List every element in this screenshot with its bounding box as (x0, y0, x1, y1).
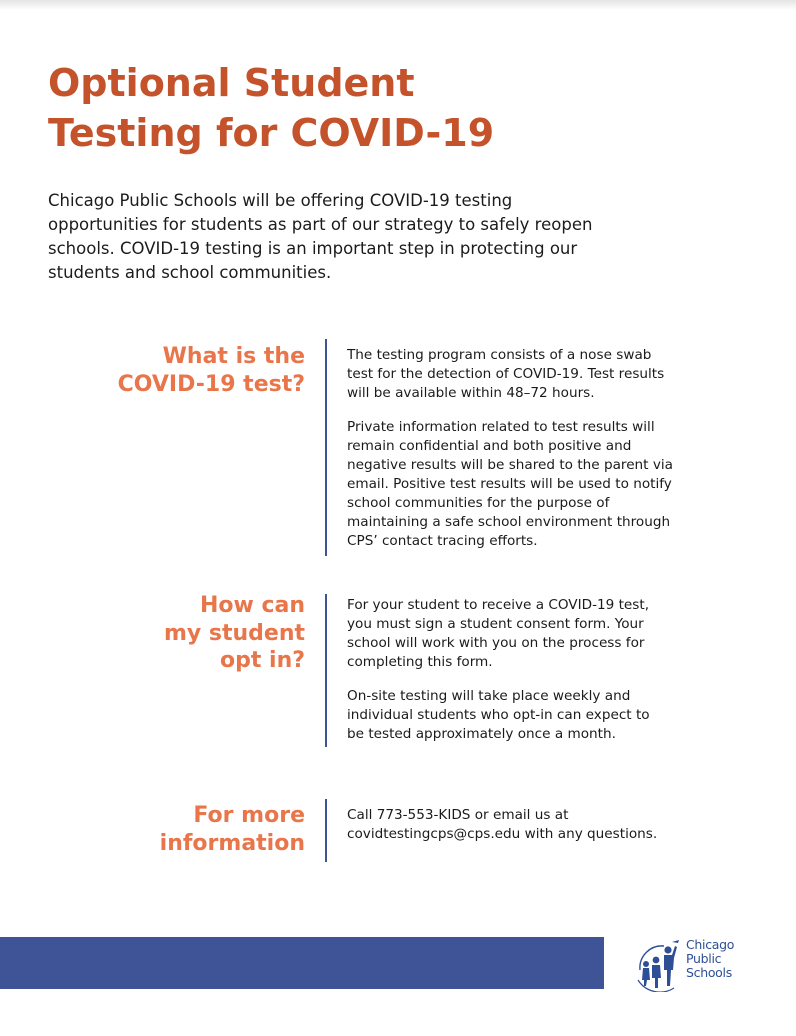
text-line: school communities for the purpose of (347, 495, 610, 511)
cps-logo-wordmark (686, 938, 766, 980)
cps-logo-line: Chicago (686, 937, 735, 952)
text-line: Call 773-553-KIDS or email us at (347, 807, 569, 823)
section-paragraph (347, 418, 747, 551)
text-line: The testing program consists of a nose swab (347, 347, 652, 363)
section-paragraph (347, 346, 747, 403)
text-line: you must sign a student consent form. Your (347, 616, 644, 632)
cps-logo-line: Public (686, 951, 722, 966)
section-heading (45, 343, 305, 398)
cps-logo-figures-icon (634, 936, 686, 992)
text-line: email. Positive test results will be used to notify (347, 476, 672, 492)
text-line: be tested approximately once a month. (347, 726, 616, 742)
top-edge-shadow (0, 0, 796, 10)
cps-logo-line: Schools (686, 965, 732, 980)
section-paragraph (347, 806, 747, 844)
text-line: maintaining a safe school environment through (347, 514, 671, 530)
intro-line: schools. COVID-19 testing is an important step in protecting our (48, 239, 578, 258)
section-body (347, 596, 747, 759)
section-heading-line: What is the (162, 344, 305, 369)
text-line: Private information related to test results will (347, 419, 655, 435)
section-divider (325, 339, 327, 556)
section-paragraph (347, 596, 747, 672)
page-title-line-2: Testing for COVID-19 (48, 111, 495, 155)
section-divider (325, 799, 327, 862)
text-line: individual students who opt-in can expect to (347, 707, 650, 723)
text-line: covidtestingcps@cps.edu with any questions. (347, 826, 658, 842)
text-line: CPS’ contact tracing efforts. (347, 533, 538, 549)
section-body (347, 806, 747, 859)
intro-line: opportunities for students as part of our strategy to safely reopen (48, 215, 593, 234)
section-heading-line: opt in? (219, 648, 305, 673)
section-heading (45, 802, 305, 857)
cps-logo (634, 932, 764, 992)
section-divider (325, 594, 327, 747)
intro-line: students and school communities. (48, 263, 332, 282)
text-line: will be available within 48–72 hours. (347, 385, 595, 401)
intro-paragraph (48, 189, 738, 285)
section-heading-line: information (159, 830, 305, 856)
section-heading-line: How can (199, 593, 305, 618)
footer-bar (0, 937, 604, 989)
page-title (48, 58, 768, 158)
text-line: remain confidential and both positive and (347, 438, 632, 454)
text-line: negative results will be shared to the parent via (347, 457, 673, 473)
section-heading-line: COVID-19 test? (117, 371, 305, 397)
text-line: school will work with you on the process for (347, 635, 645, 651)
text-line: completing this form. (347, 654, 493, 670)
section-heading-line: For more (193, 803, 305, 828)
text-line: On-site testing will take place weekly and (347, 688, 631, 704)
section-paragraph (347, 687, 747, 744)
section-heading (45, 592, 305, 675)
section-heading-line: my student (163, 620, 305, 646)
intro-line: Chicago Public Schools will be offering COVID-19 testing (48, 191, 513, 210)
text-line: test for the detection of COVID-19. Test results (347, 366, 665, 382)
page-title-line-1: Optional Student (48, 61, 415, 105)
text-line: For your student to receive a COVID-19 test, (347, 597, 650, 613)
section-body (347, 346, 747, 566)
